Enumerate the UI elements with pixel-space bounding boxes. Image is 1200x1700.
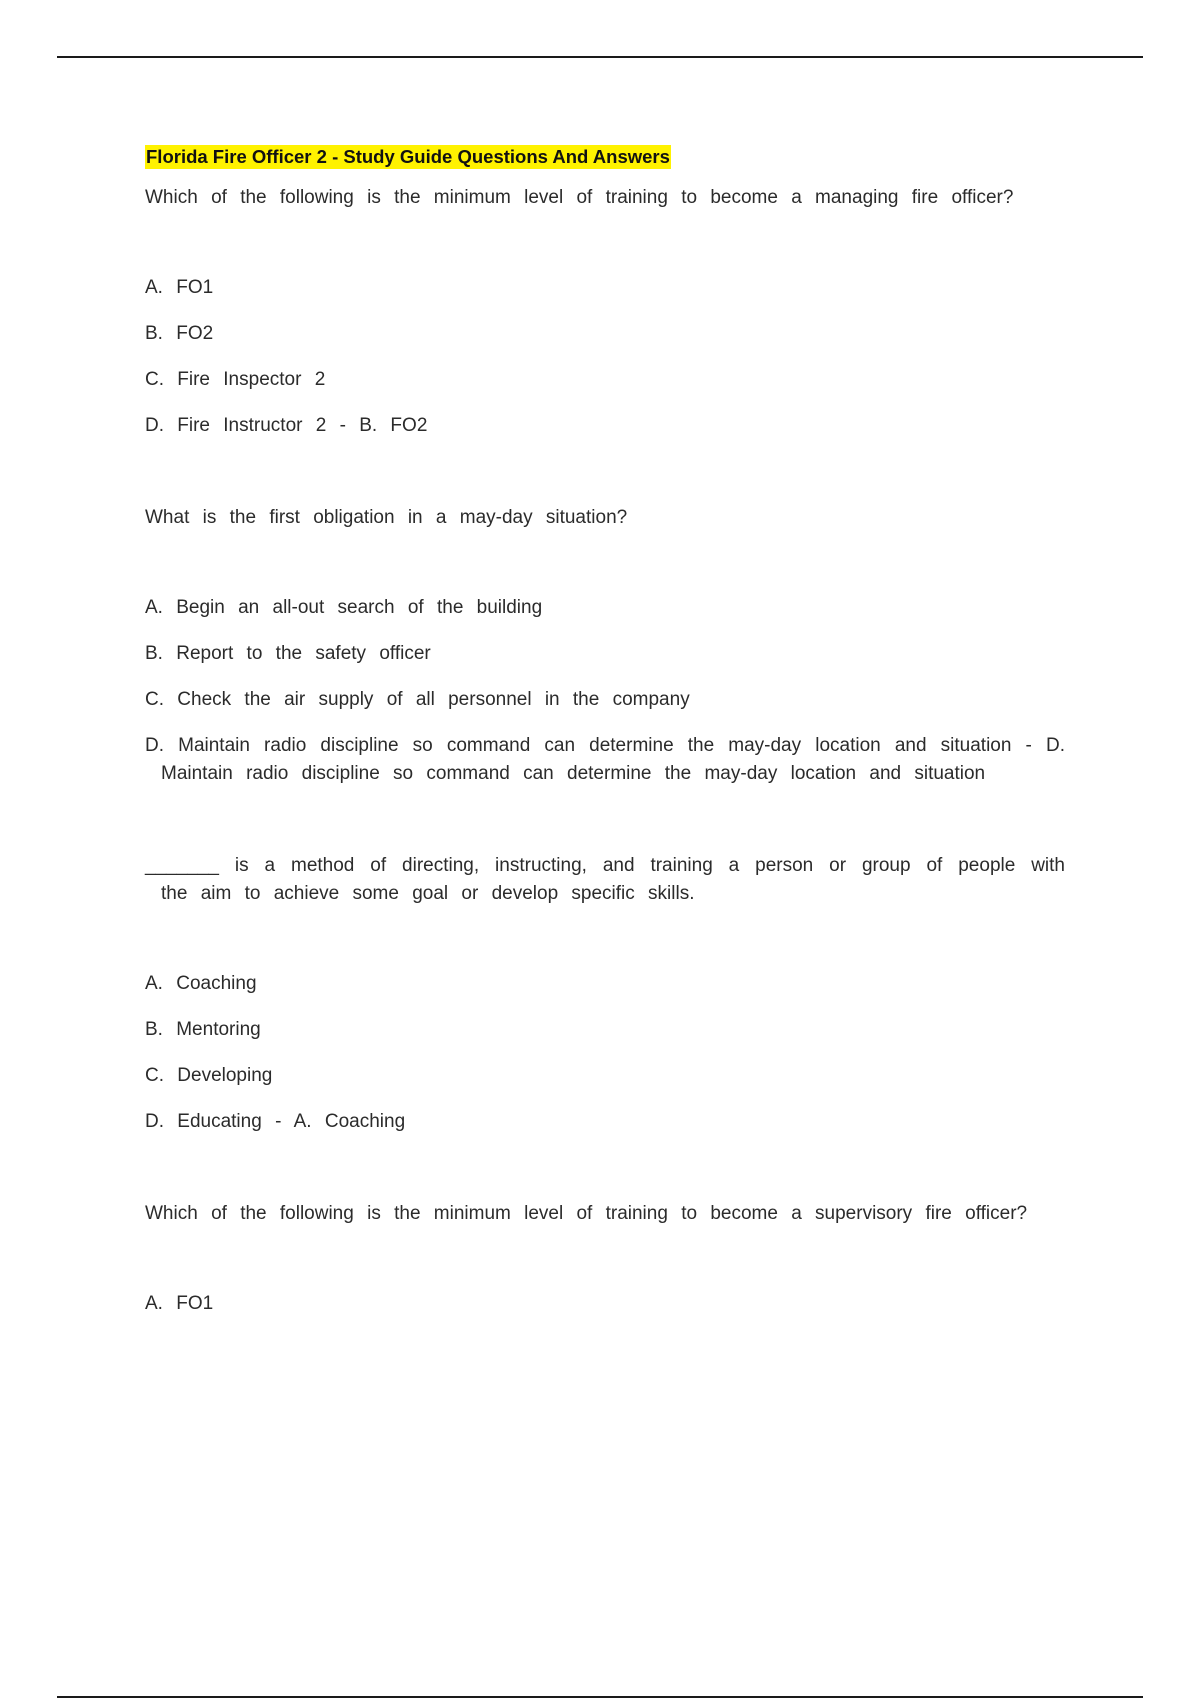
question-block	[145, 852, 1065, 1136]
question-block	[145, 504, 1065, 788]
question-text: Which of the following is the minimum level of training to become a supervisory fire officer?	[145, 1203, 1028, 1224]
answer-option: B. Mentoring	[145, 1019, 261, 1040]
question-text: What is the first obligation in a may-day situation?	[145, 507, 628, 528]
answer-options	[145, 274, 1065, 440]
answer-option: C. Developing	[145, 1065, 273, 1086]
document-title: Florida Fire Officer 2 - Study Guide Questions And Answers	[146, 146, 670, 167]
answer-option: B. FO2	[145, 323, 214, 344]
question-block	[145, 1200, 1065, 1318]
answer-option: A. FO1	[145, 1293, 214, 1314]
question-text: Which of the following is the minimum level of training to become a managing fire officer?	[145, 187, 1014, 208]
answer-options	[145, 1290, 1065, 1318]
question-block	[145, 184, 1065, 440]
answer-options	[145, 970, 1065, 1136]
answer-option: C. Fire Inspector 2	[145, 369, 326, 390]
answer-option: D. Fire Instructor 2 - B. FO2	[145, 415, 428, 436]
answer-option: A. FO1	[145, 277, 214, 298]
answer-option: D. Maintain radio discipline so command can determine the may-day location and situation - D. Maintain radio discipline so command can determine the may-day location and situation	[145, 735, 1065, 784]
answer-option: A. Coaching	[145, 973, 257, 994]
top-rule	[57, 56, 1143, 58]
answer-option: C. Check the air supply of all personnel in the company	[145, 689, 690, 710]
answer-option: B. Report to the safety officer	[145, 643, 431, 664]
bottom-rule	[57, 1696, 1143, 1698]
question-text: _______ is a method of directing, instructing, and training a person or group of people with the aim to achieve some goal or develop specific skills.	[145, 855, 1065, 904]
answer-option: A. Begin an all-out search of the building	[145, 597, 543, 618]
answer-option: D. Educating - A. Coaching	[145, 1111, 406, 1132]
document-page	[145, 145, 1065, 1318]
answer-options	[145, 594, 1065, 788]
